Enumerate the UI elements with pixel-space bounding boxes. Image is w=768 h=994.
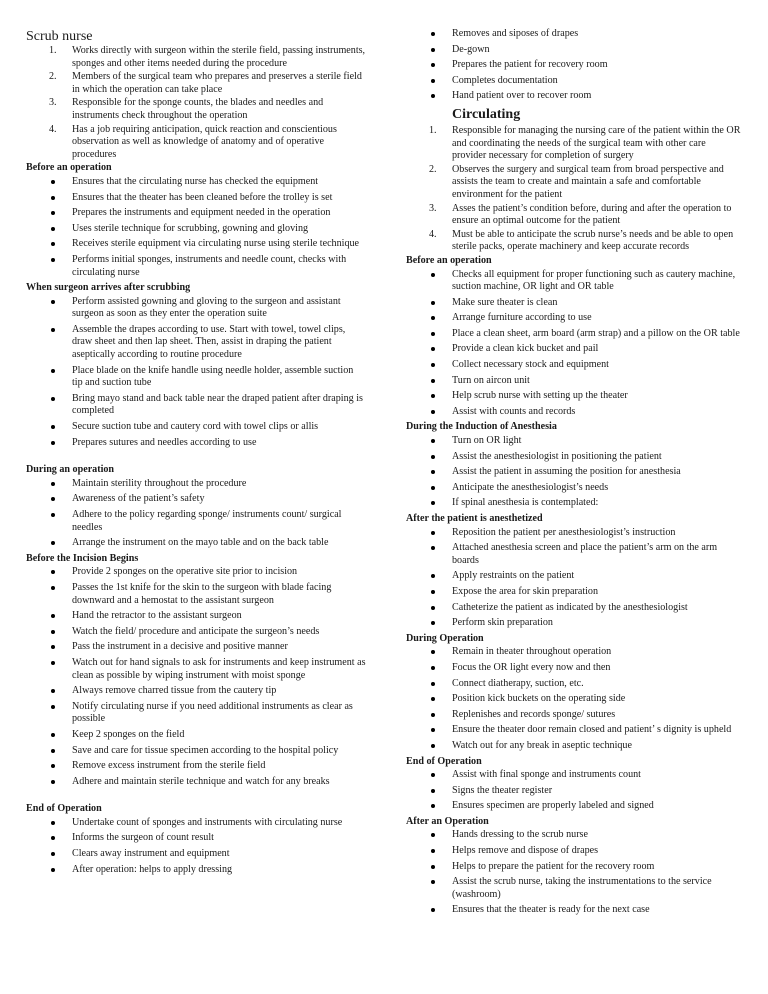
section-heading: After the patient is anesthetized (406, 513, 543, 524)
section-list (26, 817, 366, 876)
list-item: Save and care for tissue specimen according to the hospital policy (26, 745, 366, 758)
intro-item: 1. Works directly with surgeon within the sterile field, passing instruments, sponges and other items needed during the procedure (49, 45, 366, 69)
list-item: Notify circulating nurse if you need additional instruments as clear as possible (26, 701, 366, 726)
list-item: Keep 2 sponges on the field (26, 729, 366, 742)
intro-item: 4. Has a job requiring anticipation, quick reaction and conscientious observation as well as knowledge of anatomy and of operative procedures (49, 123, 337, 160)
list-item: Watch out for hand signals to ask for instruments and keep instrument as clean as possible by wiping instrument with moist sponge (26, 657, 366, 682)
scrub-nurse-title: Scrub nurse (26, 29, 93, 44)
list-item: Signs the theater register (406, 785, 742, 798)
list-item: Prepares sutures and needles according to use (26, 437, 366, 450)
section-list (26, 296, 366, 450)
intro-item: 4. Must be able to anticipate the scrub nurse’s needs and be able to open sterile packs, operate machinery and keep accurate records (429, 228, 734, 253)
list-item: Hand patient over to recover room (406, 90, 742, 103)
list-item: Make sure theater is clean (406, 297, 742, 310)
list-item: Apply restraints on the patient (406, 570, 742, 583)
intro-item: 2. Members of the surgical team who prepares and preserves a sterile field in which the operation can take place (49, 71, 362, 95)
list-item: Anticipate the anesthesiologist’s needs (406, 482, 742, 495)
list-item: Collect necessary stock and equipment (406, 359, 742, 372)
list-item: Ensures that the theater is ready for the next case (406, 904, 742, 917)
section-list (26, 176, 366, 279)
list-item: If spinal anesthesia is contemplated: (406, 497, 742, 510)
section-list (406, 646, 742, 752)
list-item: Adhere and maintain sterile technique and watch for any breaks (26, 776, 366, 789)
section-list (406, 829, 742, 917)
section-heading: Before an operation (26, 162, 112, 174)
list-item: Perform skin preparation (406, 617, 742, 630)
list-item: Passes the 1st knife for the skin to the surgeon with blade facing downward and a hemostat to the assistant surgeon (26, 582, 366, 607)
list-item: Attached anesthesia screen and place the patient’s arm on the arm boards (406, 542, 742, 567)
list-item: Ensure the theater door remain closed and patient’ s dignity is upheld (406, 724, 742, 737)
list-item: Assist the scrub nurse, taking the instrumentations to the service (washroom) (406, 876, 742, 901)
section-heading: During Operation (406, 632, 484, 644)
list-item: Hands dressing to the scrub nurse (406, 829, 742, 842)
list-item: Informs the surgeon of count result (26, 832, 366, 845)
section-heading: When surgeon arrives after scrubbing (26, 282, 191, 294)
circulating-intro-list (406, 125, 742, 254)
list-item: Ensures that the theater has been cleaned before the trolley is set (26, 192, 366, 205)
section-heading: During an operation (26, 464, 115, 476)
list-item: Assist with final sponge and instruments count (406, 769, 742, 782)
intro-item: 1. Responsible for managing the nursing care of the patient within the OR and coordinating the needs of the surgical team with other care provider necessary for completion of surgery (429, 124, 741, 162)
list-item: Position kick buckets on the operating side (406, 693, 742, 706)
list-item: Catheterize the patient as indicated by the anesthesiologist (406, 602, 742, 615)
section-heading: During the Induction of Anesthesia (406, 421, 557, 433)
list-item: Helps remove and dispose of drapes (406, 845, 742, 858)
scrub-continued-list (406, 28, 742, 103)
section-list (406, 435, 742, 510)
list-item: Ensures specimen are properly labeled and signed (406, 800, 742, 813)
list-item: Turn on OR light (406, 435, 742, 448)
list-item: Performs initial sponges, instruments and needle count, checks with circulating nurse (26, 254, 366, 279)
list-item: Assist with counts and records (406, 406, 742, 419)
list-item: After operation: helps to apply dressing (26, 864, 366, 877)
section-heading: Before an operation (406, 254, 492, 266)
list-item: Place blade on the knife handle using needle holder, assemble suction tip and suction tube (26, 365, 366, 390)
right-column (406, 28, 742, 920)
list-item: Remove excess instrument from the sterile field (26, 760, 366, 773)
list-item: Bring mayo stand and back table near the draped patient after draping is completed (26, 393, 366, 418)
list-item: Turn on aircon unit (406, 375, 742, 388)
list-item: Prepares the instruments and equipment needed in the operation (26, 207, 366, 220)
section-list (406, 527, 742, 630)
list-item: Arrange furniture according to use (406, 312, 742, 325)
intro-item: 2. Observes the surgery and surgical team from broad perspective and assists the team to create and maintain a safe and comfortable environment for the patient (429, 163, 724, 200)
list-item: Place a clean sheet, arm board (arm strap) and a pillow on the OR table (406, 328, 742, 341)
list-item: Perform assisted gowning and gloving to the surgeon and assistant surgeon as soon as they enter the operation suite (26, 296, 366, 321)
section-list (406, 769, 742, 813)
list-item: Receives sterile equipment via circulating nurse using sterile technique (26, 238, 366, 251)
list-item: Hand the retractor to the assistant surgeon (26, 610, 366, 623)
list-item: Assemble the drapes according to use. Start with towel, towel clips, draw sheet and then lap sheet. Then, assist in draping the patient aseptically according to routine procedure (26, 324, 366, 362)
section-list (26, 478, 366, 550)
section-heading: End of Operation (26, 803, 102, 815)
list-item: Replenishes and records sponge/ sutures (406, 709, 742, 722)
list-item: Assist the patient in assuming the position for anesthesia (406, 466, 742, 479)
list-item: Helps to prepare the patient for the recovery room (406, 861, 742, 874)
intro-item: 3. Asses the patient’s condition before, during and after the operation to ensure an optimal outcome for the patient (429, 202, 732, 227)
section-heading: After an Operation (406, 815, 489, 827)
list-item: Maintain sterility throughout the procedure (26, 478, 366, 491)
list-item: Uses sterile technique for scrubbing, gowning and gloving (26, 223, 366, 236)
list-item: Provide a clean kick bucket and pail (406, 343, 742, 356)
list-item: Adhere to the policy regarding sponge/ instruments count/ surgical needles (26, 509, 366, 534)
list-item: Prepares the patient for recovery room (406, 59, 742, 72)
list-item: Help scrub nurse with setting up the theater (406, 390, 742, 403)
list-item: Connect diatherapy, suction, etc. (406, 678, 742, 691)
list-item: Watch the field/ procedure and anticipate the surgeon’s needs (26, 626, 366, 639)
section-heading: Before the Incision Begins (26, 552, 139, 564)
list-item: Completes documentation (406, 75, 742, 88)
list-item: Remain in theater throughout operation (406, 646, 742, 659)
list-item: Ensures that the circulating nurse has checked the equipment (26, 176, 366, 189)
list-item: Checks all equipment for proper functioning such as cautery machine, suction machine, OR light and OR table (406, 269, 742, 294)
section-list (406, 269, 742, 419)
list-item: Arrange the instrument on the mayo table and on the back table (26, 537, 366, 550)
list-item: Secure suction tube and cautery cord with towel clips or allis (26, 421, 366, 434)
left-column (26, 28, 366, 879)
list-item: Clears away instrument and equipment (26, 848, 366, 861)
circulating-title: Circulating (452, 106, 521, 122)
list-item: De-gown (406, 44, 742, 57)
list-item: Always remove charred tissue from the cautery tip (26, 685, 366, 698)
list-item: Reposition the patient per anesthesiologist’s instruction (406, 527, 742, 540)
list-item: Expose the area for skin preparation (406, 586, 742, 599)
list-item: Watch out for any break in aseptic technique (406, 740, 742, 753)
scrub-nurse-intro-list (26, 45, 366, 161)
list-item: Provide 2 sponges on the operative site prior to incision (26, 566, 366, 579)
section-heading: End of Operation (406, 755, 482, 767)
section-list (26, 566, 366, 788)
list-item: Removes and siposes of drapes (406, 28, 742, 41)
list-item: Assist the anesthesiologist in positioning the patient (406, 451, 742, 464)
intro-item: 3. Responsible for the sponge counts, the blades and needles and instruments check throughout the operation (49, 97, 324, 121)
list-item: Focus the OR light every now and then (406, 662, 742, 675)
list-item: Awareness of the patient’s safety (26, 493, 366, 506)
list-item: Undertake count of sponges and instruments with circulating nurse (26, 817, 366, 830)
list-item: Pass the instrument in a decisive and positive manner (26, 641, 366, 654)
